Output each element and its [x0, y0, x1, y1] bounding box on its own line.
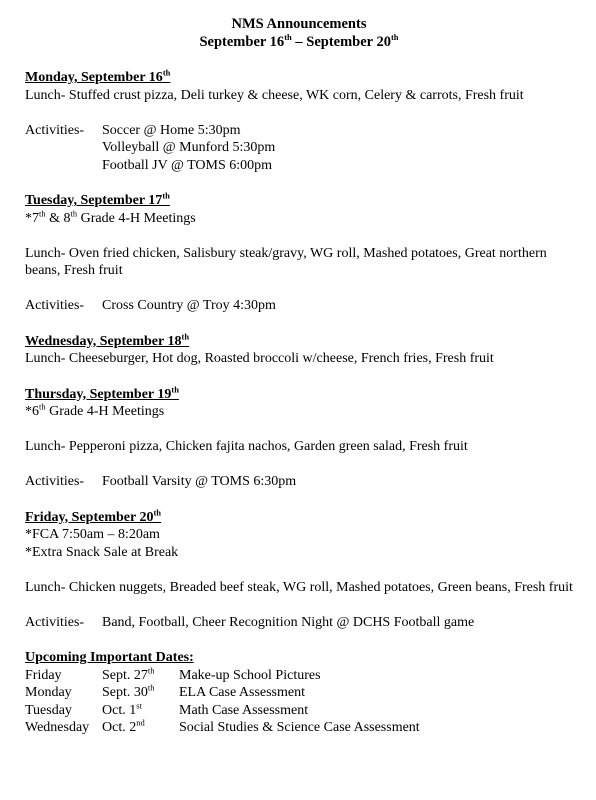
date-event: ELA Case Assessment	[179, 685, 305, 700]
date-day: Friday	[25, 667, 62, 683]
announcement-document	[25, 16, 573, 737]
activities-label: Activities-	[25, 474, 85, 489]
activities-label: Activities-	[25, 614, 85, 630]
thursday-heading: Thursday, September 19th	[25, 383, 179, 402]
upcoming-heading: Upcoming Important Dates:	[25, 650, 194, 665]
upcoming-date-row	[25, 664, 573, 685]
upcoming-date-row	[25, 719, 573, 737]
date-event: Make-up School Pictures	[179, 667, 321, 683]
tuesday-heading: Tuesday, September 17th	[25, 190, 170, 208]
date-date: Sept. 27th	[102, 664, 155, 683]
date-day: Wednesday	[25, 720, 90, 735]
friday-activities	[25, 614, 573, 632]
monday-activities	[25, 122, 573, 175]
upcoming-date-row	[25, 699, 573, 720]
friday-heading: Friday, September 20th	[25, 506, 162, 525]
tuesday-note: *7th & 8th Grade 4-H Meetings	[25, 207, 196, 226]
thursday-lunch: Lunch- Pepperoni pizza, Chicken fajita nachos, Garden green salad, Fresh fruit	[25, 439, 468, 454]
activities-label: Activities-	[25, 298, 85, 313]
thursday-note: *6th Grade 4-H Meetings	[25, 401, 165, 419]
date-date: Oct. 1st	[102, 699, 142, 718]
date-day: Tuesday	[25, 702, 72, 718]
wednesday-heading: Wednesday, September 18th	[25, 330, 190, 349]
date-day: Monday	[25, 685, 72, 700]
friday-lunch: Lunch- Chicken nuggets, Breaded beef steak, WG roll, Mashed potatoes, Green beans, Fresh fruit	[25, 579, 573, 595]
friday-note: *Extra Snack Sale at Break	[25, 544, 179, 560]
date-date: Sept. 30th	[102, 682, 155, 700]
monday-lunch: Lunch- Stuffed crust pizza, Deli turkey & cheese, WK corn, Celery & carrots, Fresh fruit	[25, 87, 524, 103]
date-range-title: September 16th – September 20th	[199, 31, 399, 50]
activity-item: Football Varsity @ TOMS 6:30pm	[102, 474, 297, 489]
activity-item: Soccer @ Home 5:30pm	[102, 122, 241, 138]
activity-item: Cross Country @ Troy 4:30pm	[102, 298, 276, 313]
friday-note: *FCA 7:50am – 8:20am	[25, 527, 160, 542]
document-title: NMS Announcements	[231, 16, 367, 32]
date-date: Oct. 2nd	[102, 717, 145, 735]
thursday-activities	[25, 473, 573, 491]
wednesday-lunch: Lunch- Cheeseburger, Hot dog, Roasted broccoli w/cheese, French fries, Fresh fruit	[25, 351, 494, 366]
monday-heading: Monday, September 16th	[25, 67, 171, 85]
tuesday-lunch: Lunch- Oven fried chicken, Salisbury steak/gravy, WG roll, Mashed potatoes, Great northern beans, Fresh fruit	[25, 245, 547, 278]
upcoming-date-row	[25, 684, 573, 702]
activity-item: Volleyball @ Munford 5:30pm	[102, 140, 276, 155]
activity-item: Band, Football, Cheer Recognition Night @ DCHS Football game	[102, 614, 475, 630]
date-event: Social Studies & Science Case Assessment	[179, 720, 420, 735]
activities-label: Activities-	[25, 122, 85, 138]
date-event: Math Case Assessment	[179, 702, 309, 718]
upcoming-dates-list	[25, 664, 573, 737]
tuesday-activities	[25, 297, 573, 315]
activity-item: Football JV @ TOMS 6:00pm	[102, 157, 273, 173]
